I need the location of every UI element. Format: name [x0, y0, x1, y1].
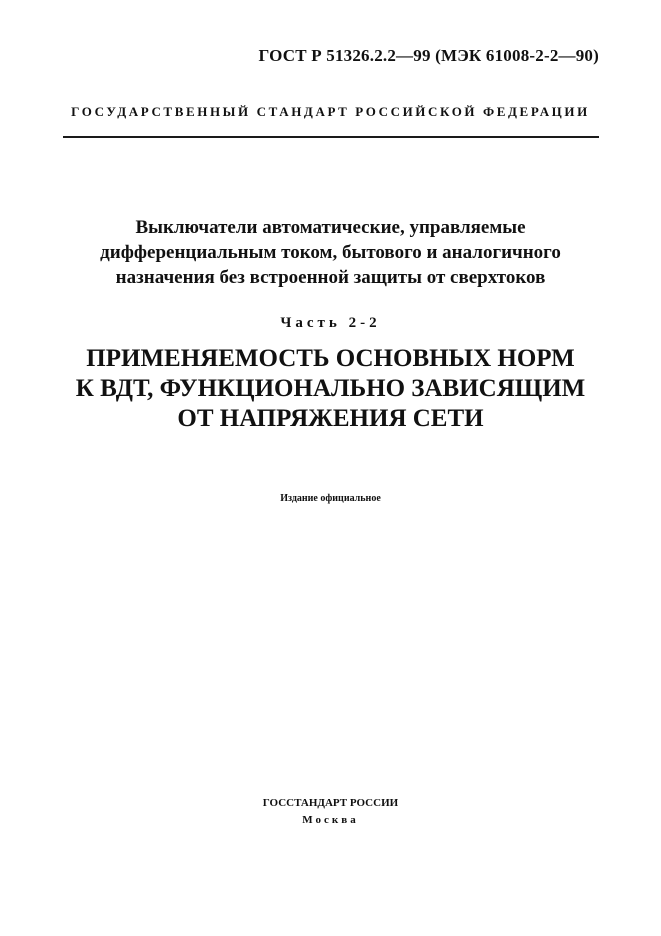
publisher-city: Москва [302, 814, 359, 826]
subtitle-line: К ВДТ, ФУНКЦИОНАЛЬНО ЗАВИСЯЩИМ [75, 375, 586, 402]
edition-note: Издание официальное [280, 493, 381, 504]
subtitle-line: ПРИМЕНЯЕМОСТЬ ОСНОВНЫХ НОРМ [86, 345, 575, 372]
part-label: Часть 2-2 [280, 315, 381, 331]
document-subtitle [30, 344, 631, 434]
document-title [40, 215, 621, 290]
title-line: назначения без встроенной защиты от сверхтоков [115, 267, 546, 288]
title-line: Выключатели автоматические, управляемые [135, 217, 526, 238]
document-code: ГОСТ Р 51326.2.2—99 (МЭК 61008-2-2—90) [258, 46, 599, 65]
publisher-name: ГОССТАНДАРТ РОССИИ [262, 797, 399, 809]
title-line: дифференциальным током, бытового и аналогичного [100, 242, 561, 263]
standard-header: ГОСУДАРСТВЕННЫЙ СТАНДАРТ РОССИЙСКОЙ ФЕДЕРАЦИИ [71, 104, 590, 119]
subtitle-line: ОТ НАПРЯЖЕНИЯ СЕТИ [177, 405, 484, 432]
header-divider [63, 136, 599, 138]
